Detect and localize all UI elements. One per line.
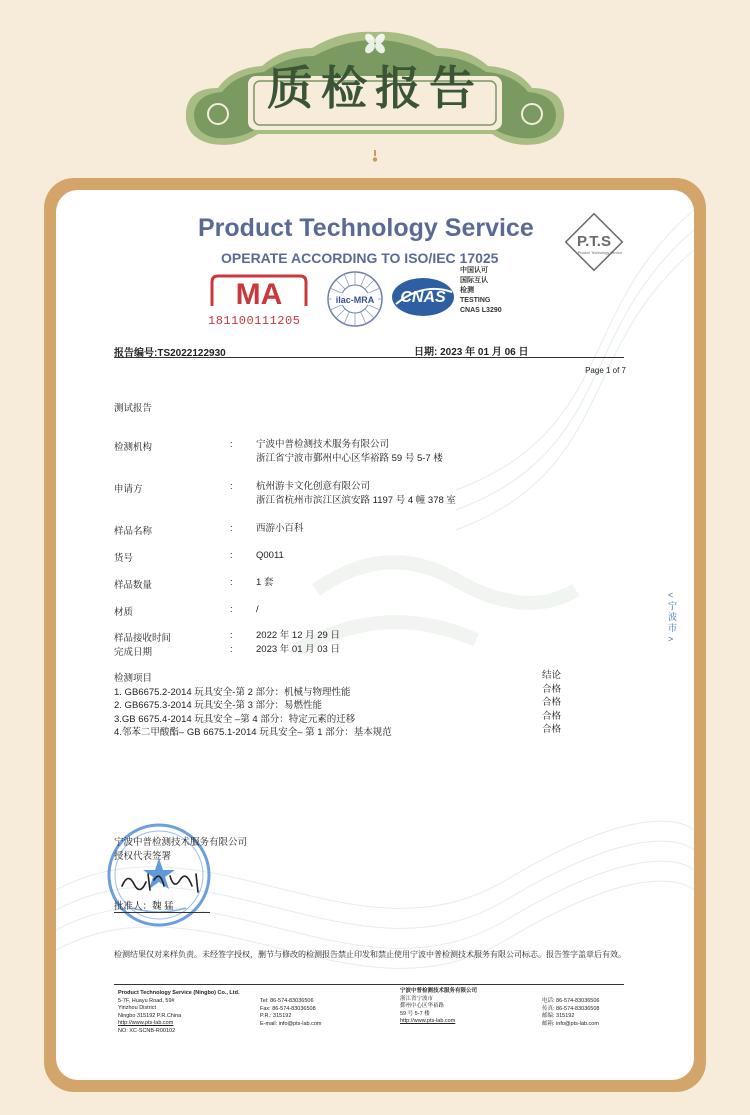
cnas-line: TESTING xyxy=(460,297,491,304)
report-number-label: 报告编号: xyxy=(114,348,158,359)
footer-line: 59 号 5-7 楼 xyxy=(400,1010,430,1017)
company-name-header: Product Technology Service xyxy=(198,214,534,242)
cnas-line: 检测 xyxy=(460,287,474,294)
footer-line: 传真: 86-574-83036508 xyxy=(542,1005,600,1012)
field-value-line: 宁波中普检测技术服务有限公司 xyxy=(256,439,390,450)
test-results xyxy=(542,669,561,737)
cma-number: 181100111205 xyxy=(208,314,301,328)
report-date-value: 2023 年 01 月 06 日 xyxy=(440,347,529,358)
decorative-drop xyxy=(372,150,378,162)
report-title: 测试报告 xyxy=(114,403,153,414)
footer-line: E-mail: info@pts-lab.com xyxy=(260,1020,322,1027)
footer-contact-en xyxy=(260,998,322,1028)
field-value-item-no: Q0011 xyxy=(256,550,284,561)
test-result: 合格 xyxy=(542,697,562,708)
header-divider xyxy=(114,357,624,358)
banner-title: 质检报告 xyxy=(267,61,483,115)
field-label-agency: 检测机构 xyxy=(114,442,153,453)
disclaimer: 检测结果仅对来样负责。未经签字授权，删节与修改的检测报告禁止印发和禁止使用宁波中普检测技术服务有限公司标志。报告签字盖章后有效。 xyxy=(114,950,626,959)
ilac-logo-text: ilac-MRA xyxy=(335,295,375,305)
footer-line: Fax: 86-574-83036508 xyxy=(260,1005,316,1012)
footer-line: Ningbo 315192 P.R.China xyxy=(118,1012,182,1019)
field-value-agency xyxy=(256,438,443,466)
side-note: <宁波市> xyxy=(668,590,678,644)
footer-line: 鄞州中心区华裕路 xyxy=(400,1003,445,1009)
field-colon: : xyxy=(230,604,233,615)
footer-line: P.R.: 315192 xyxy=(260,1013,292,1019)
test-items xyxy=(114,672,392,740)
field-value-material: / xyxy=(256,604,259,615)
field-label-quantity: 样品数量 xyxy=(114,580,153,591)
report-date-label: 日期: xyxy=(414,347,438,358)
report-page xyxy=(56,190,694,1080)
field-value-sample-name: 西游小百科 xyxy=(256,523,304,534)
footer-contact-cn xyxy=(542,998,599,1028)
field-colon: : xyxy=(230,481,233,492)
field-label-applicant: 申请方 xyxy=(114,484,143,495)
test-item: 3.GB 6675.4-2014 玩具安全 –第 4 部分：特定元素的迁移 xyxy=(114,713,356,725)
footer-line: Tel: 86-574-83036506 xyxy=(260,998,314,1004)
field-colon: : xyxy=(230,523,233,534)
cma-logo xyxy=(208,272,310,310)
footer-line: 浙江省宁波市 xyxy=(400,995,434,1002)
pts-logo-subtext: Product Technology Service xyxy=(577,251,623,255)
footer-line: 邮编: 315192 xyxy=(542,1013,575,1019)
cnas-logo xyxy=(390,276,456,318)
pts-logo xyxy=(562,210,626,274)
cnas-line: 中国认可 xyxy=(460,267,488,274)
footer-link[interactable]: http://www.pts-lab.com xyxy=(118,1020,174,1026)
field-value-quantity: 1 套 xyxy=(256,577,274,588)
footer-divider xyxy=(114,984,624,985)
report-number-value: TS2022122930 xyxy=(157,348,226,359)
handwritten-signature xyxy=(118,866,208,896)
test-item: 4.邻苯二甲酸酯– GB 6675.1-2014 玩具安全– 第 1 部分：基本规范 xyxy=(114,727,392,738)
field-value-line: 杭州游卡文化创意有限公司 xyxy=(256,481,371,492)
ilac-mra-logo xyxy=(326,270,384,328)
conclusion-header: 结论 xyxy=(542,670,562,681)
field-label-received: 样品接收时间 xyxy=(114,633,172,644)
iso-statement: OPERATE ACCORDING TO ISO/IEC 17025 xyxy=(221,250,499,266)
signature-company: 宁波中普检测技术服务有限公司 xyxy=(114,837,248,848)
footer-line: Yinzhou District xyxy=(118,1005,157,1011)
pts-logo-text: P.T.S xyxy=(577,233,611,250)
field-label-sample-name: 样品名称 xyxy=(114,526,153,537)
footer-line: Product Technology Service (Ningbo) Co., Ltd. xyxy=(118,990,240,996)
footer-line: 宁波中普检测技术服务有限公司 xyxy=(400,988,478,994)
cma-logo-text: MA xyxy=(235,278,283,310)
test-result: 合格 xyxy=(542,710,562,722)
field-colon: : xyxy=(230,644,233,655)
footer-company-en xyxy=(118,990,240,1035)
page-number: Page 1 of 7 xyxy=(585,366,626,375)
field-label-item-no: 货号 xyxy=(114,553,134,564)
field-colon: : xyxy=(230,630,233,641)
field-value-applicant xyxy=(256,480,456,508)
field-colon: : xyxy=(230,577,233,588)
cnas-line: 国际互认 xyxy=(460,277,488,284)
report-document xyxy=(56,190,694,1080)
test-result: 合格 xyxy=(542,683,562,695)
field-colon: : xyxy=(230,439,233,450)
tests-header: 检测项目 xyxy=(114,673,153,684)
signature-line xyxy=(114,912,210,913)
signature-authorization: 授权代表签署 xyxy=(114,851,172,862)
approver: 批准人：魏 猛 xyxy=(114,901,174,912)
field-value-completed: 2023 年 01 月 03 日 xyxy=(256,644,340,655)
cnas-accreditation-text xyxy=(460,266,502,316)
footer-line: 5-7F, Huayu Road, 59# xyxy=(118,997,175,1004)
test-item: 2. GB6675.3-2014 玩具安全-第 3 部分：易燃性能 xyxy=(114,700,323,711)
footer-line: 电话: 86-574-83036506 xyxy=(542,998,600,1004)
test-item: 1. GB6675.2-2014 玩具安全-第 2 部分：机械与物理性能 xyxy=(114,686,351,698)
footer-link[interactable]: http://www.pts-lab.com xyxy=(400,1018,456,1024)
field-value-line: 浙江省杭州市滨江区滨安路 1197 号 4 幢 378 室 xyxy=(256,495,456,506)
field-label-completed: 完成日期 xyxy=(114,647,153,658)
field-value-received: 2022 年 12 月 29 日 xyxy=(256,630,340,641)
field-colon: : xyxy=(230,550,233,561)
field-label-material: 材质 xyxy=(114,607,134,618)
footer-line: 邮箱: info@pts-lab.com xyxy=(542,1020,599,1027)
field-value-line: 浙江省宁波市鄞州中心区华裕路 59 号 5-7 楼 xyxy=(256,453,443,464)
cnas-line: CNAS L3290 xyxy=(460,307,502,314)
report-date xyxy=(414,343,529,358)
footer-line: NO: XC-SCNB-R00102 xyxy=(118,1027,176,1034)
test-result: 合格 xyxy=(542,724,562,735)
footer-company-cn xyxy=(400,988,477,1026)
cnas-logo-text: CNAS xyxy=(400,289,446,306)
signature-block xyxy=(114,836,247,864)
